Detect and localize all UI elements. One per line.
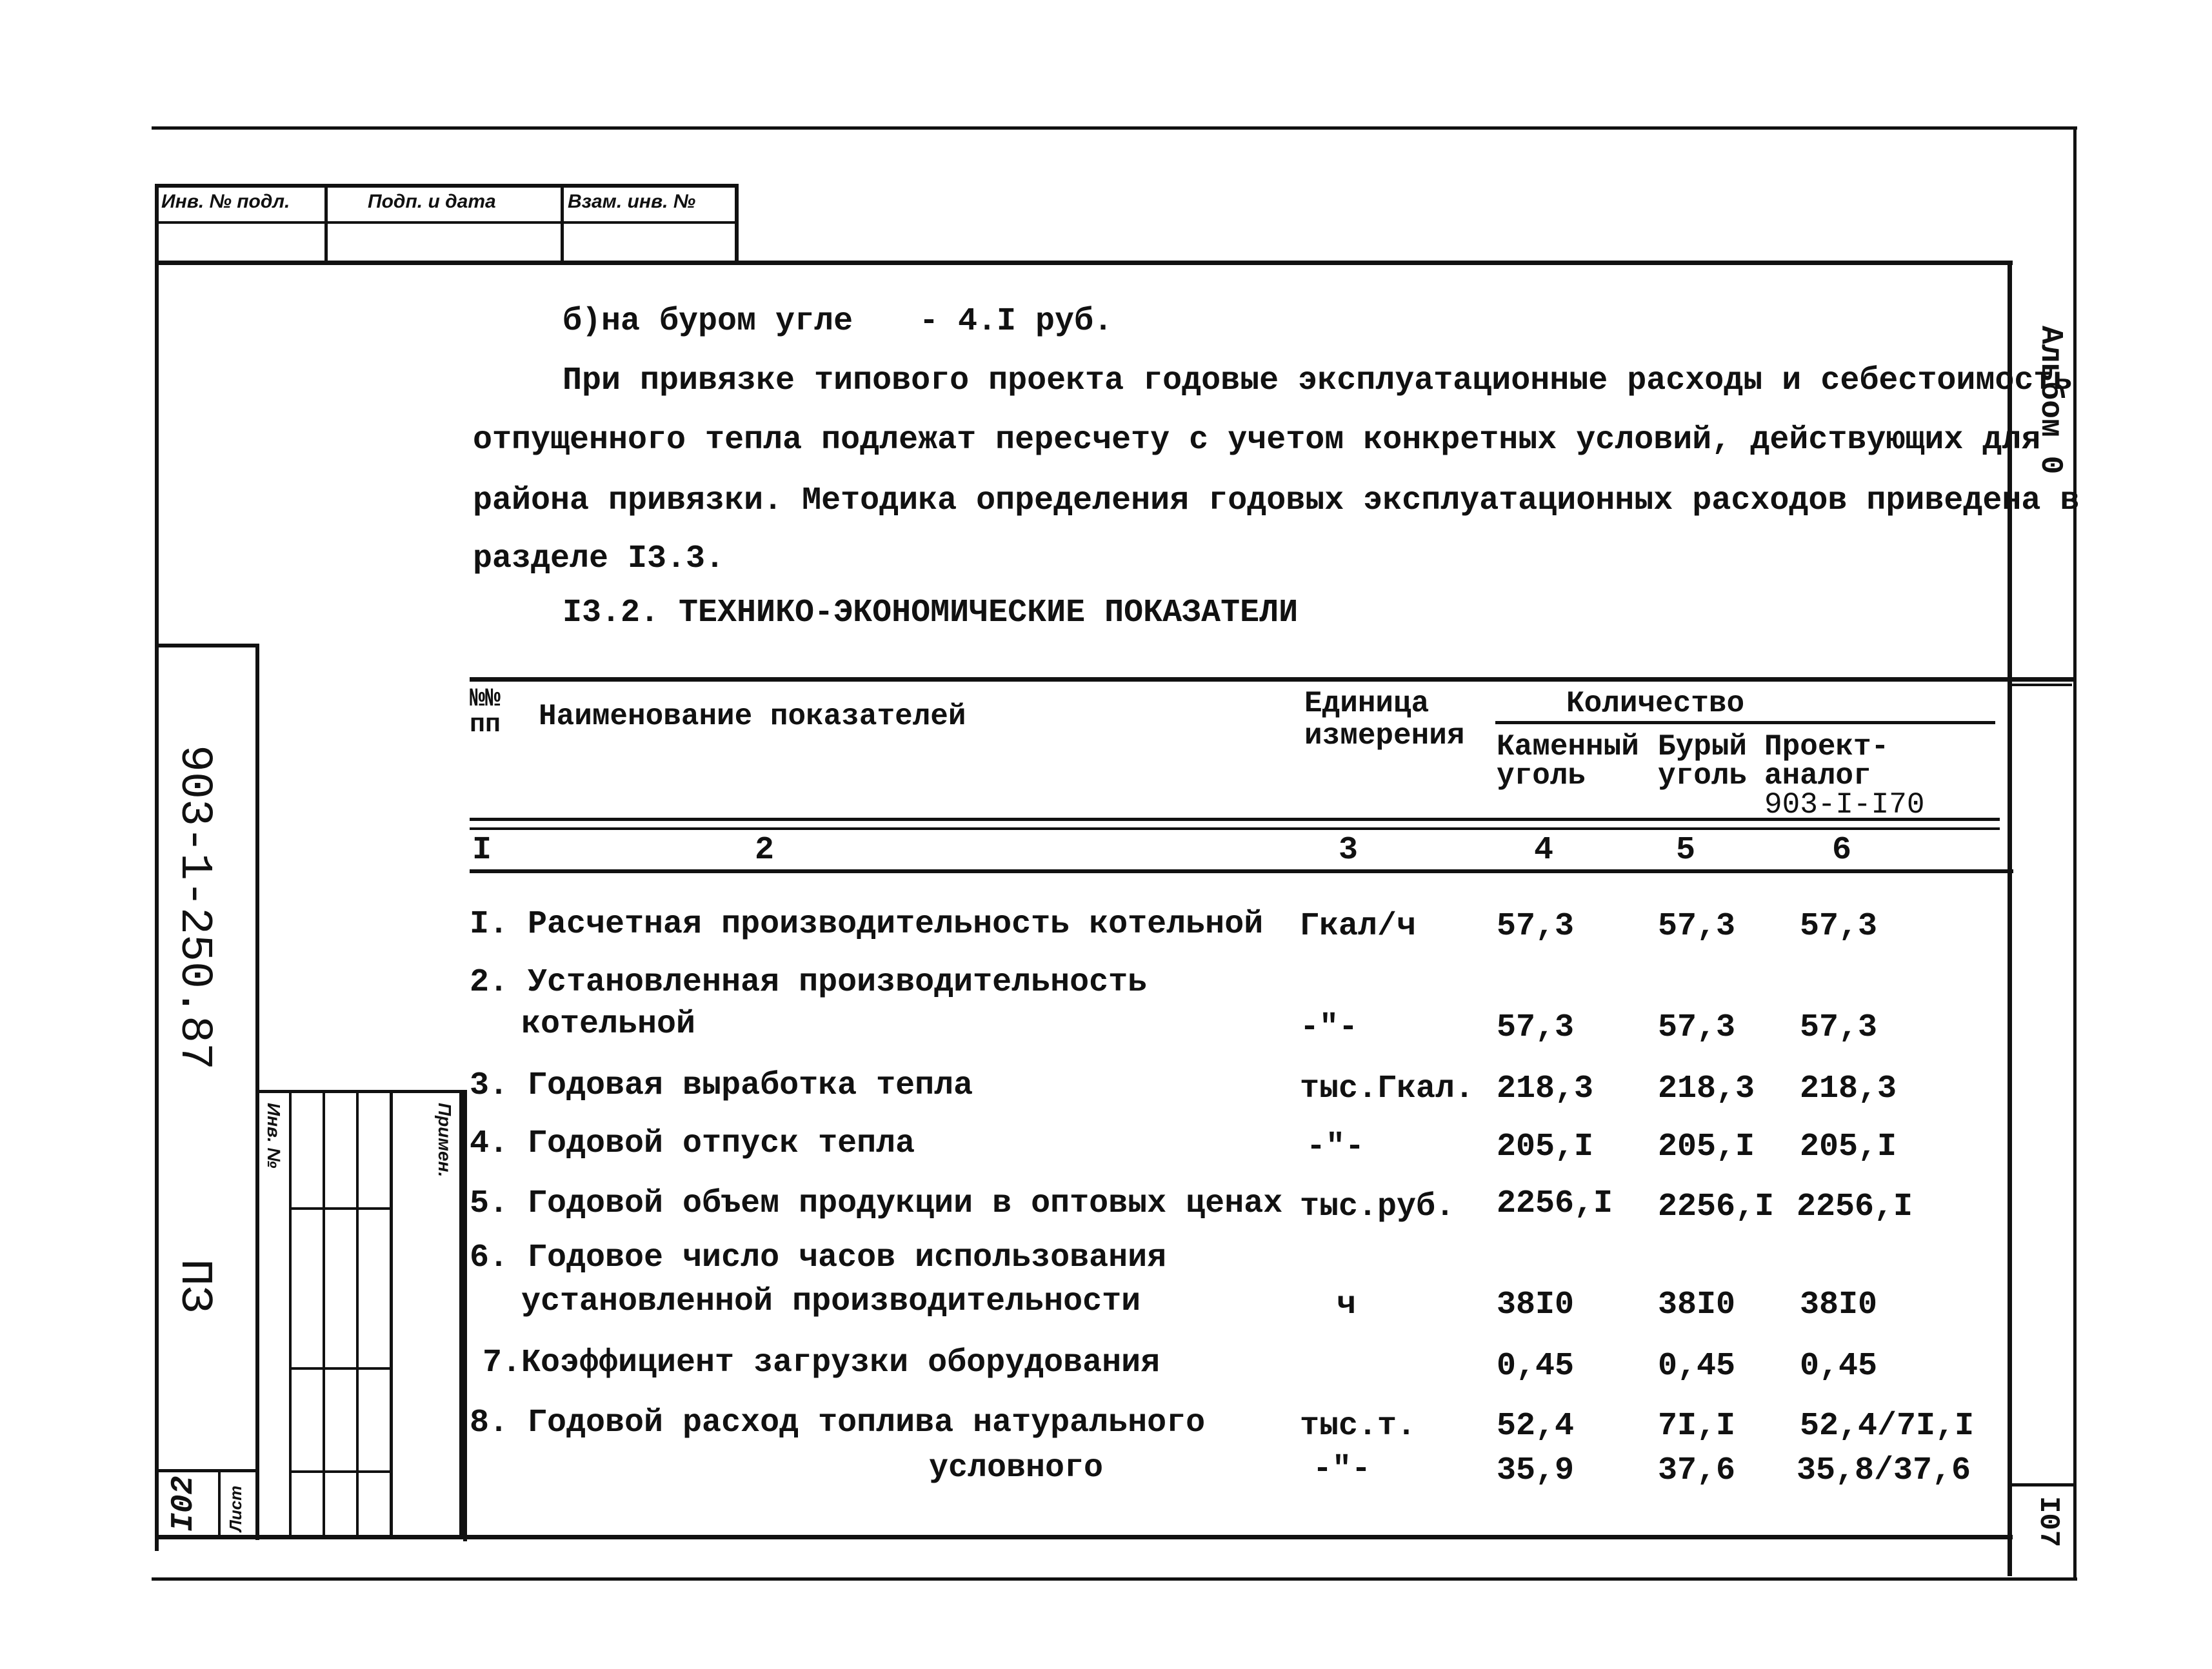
- row3-v5: 218,3: [1658, 1071, 1755, 1107]
- main-left-border: [155, 184, 159, 1551]
- row8-name: 8. Годовой расход топлива натурального: [470, 1405, 1206, 1441]
- intro-paragraph-line1: При привязке типового проекта годовые эксплуатационные расходы и себестоимость: [563, 362, 2073, 399]
- row3-v4: 218,3: [1497, 1071, 1594, 1107]
- row8-v5: 7I,I: [1658, 1408, 1736, 1445]
- grid-h-3: [289, 1470, 392, 1473]
- row4-v6: 205,I: [1800, 1129, 1897, 1165]
- row4-name: 4. Годовой отпуск тепла: [470, 1125, 915, 1162]
- hdr-c5-l2: уголь: [1658, 759, 1748, 793]
- list-label: Лист: [226, 1485, 245, 1532]
- album-label: Альбом 0: [2033, 326, 2068, 475]
- row7-v5: 0,45: [1658, 1348, 1736, 1385]
- hdr-qty: Количество: [1566, 687, 1745, 720]
- row5-v6: 2256,I: [1797, 1189, 1913, 1225]
- stamp-v2: [324, 184, 328, 264]
- intro-paragraph-line3: района привязки. Методика определения годовых эксплуатационных расходов приведена в: [473, 482, 2080, 519]
- side-list-v: [218, 1469, 221, 1537]
- hdr-c6-l3: 903-I-I70: [1764, 788, 1925, 822]
- colnum-5: 5: [1676, 832, 1696, 869]
- table-top-line: [470, 677, 2076, 682]
- row6-name-l1: 6. Годовое число часов использования: [470, 1239, 1167, 1276]
- outer-right-line: [2073, 126, 2077, 1581]
- stamp-top-border: [155, 184, 739, 188]
- colnum-4: 4: [1534, 832, 1554, 869]
- qty-underline: [1495, 721, 1995, 724]
- grid-top-primen: [390, 1090, 462, 1093]
- inv-no-label: Инв. №: [264, 1103, 284, 1169]
- header-bottom-line-2: [470, 827, 2000, 830]
- table-left-line: [463, 1090, 467, 1541]
- row9-unit: -"-: [1313, 1451, 1371, 1488]
- row8-unit: тыс.т.: [1300, 1408, 1417, 1445]
- stamp-v4: [735, 184, 739, 264]
- outer-top-line: [152, 126, 2077, 130]
- hdr-c4-l1: Каменный: [1497, 730, 1639, 764]
- row6-unit: ч: [1337, 1287, 1357, 1323]
- row1-v6: 57,3: [1800, 908, 1878, 945]
- row9-v6: 35,8/37,6: [1797, 1452, 1971, 1489]
- colnum-2: 2: [755, 832, 775, 869]
- hdr-unit-l1: Единица: [1304, 687, 1430, 720]
- intro-paragraph-line4: разделе I3.3.: [473, 540, 725, 577]
- row6-v4: 38I0: [1497, 1287, 1575, 1323]
- row5-v4: 2256,I: [1497, 1185, 1613, 1222]
- row1-v4: 57,3: [1497, 908, 1575, 945]
- doc-code: 903-1-250.87: [168, 745, 219, 1071]
- album-tick: [2008, 684, 2072, 686]
- colnum-3: 3: [1339, 832, 1359, 869]
- row3-unit: тыс.Гкал.: [1300, 1071, 1475, 1107]
- main-top-border: [155, 261, 2013, 265]
- list-number: I02: [166, 1476, 201, 1532]
- row2-unit: -"-: [1300, 1009, 1359, 1046]
- hdr-c6-l1: Проект-: [1764, 730, 1889, 764]
- hdr-name: Наименование показателей: [539, 700, 966, 733]
- row2-v4: 57,3: [1497, 1009, 1575, 1046]
- main-bottom-border: [155, 1535, 2013, 1539]
- side-block-top: [155, 644, 259, 647]
- hdr-c5-l1: Бурый: [1658, 730, 1748, 764]
- hdr-c6-l2: аналог: [1764, 759, 1871, 793]
- hdr-num: №№ пп: [470, 685, 501, 740]
- stamp-v3: [561, 184, 564, 264]
- sheet-page-number: I07: [2032, 1496, 2064, 1548]
- row5-name: 5. Годовой объем продукции в оптовых ценах: [470, 1185, 1283, 1222]
- row6-v5: 38I0: [1658, 1287, 1736, 1323]
- row5-v5: 2256,I: [1658, 1189, 1775, 1225]
- row3-v6: 218,3: [1800, 1071, 1897, 1107]
- row1-name: I. Расчетная производительность котельной: [470, 906, 1264, 943]
- row6-v6: 38I0: [1800, 1287, 1878, 1323]
- hdr-unit-l2: измерения: [1304, 719, 1465, 753]
- outer-bottom-line: [152, 1577, 2077, 1581]
- stamp-podp-data: Подп. и дата: [368, 191, 496, 212]
- row7-v6: 0,45: [1800, 1348, 1878, 1385]
- stamp-inv-podl: Инв. № подл.: [161, 191, 290, 212]
- row7-name: 7.Коэффициент загрузки оборудования: [483, 1345, 1161, 1381]
- row1-unit: Гкал/ч: [1300, 908, 1417, 945]
- intro-line1-label: б)на буром угле: [563, 303, 853, 340]
- row4-v5: 205,I: [1658, 1129, 1755, 1165]
- stamp-vzam-inv: Взам. инв. №: [568, 191, 696, 212]
- row6-name-l2: установленной производительности: [521, 1283, 1141, 1320]
- grid-h-2: [289, 1367, 392, 1370]
- grid-h-1: [289, 1207, 392, 1210]
- row4-unit: -"-: [1306, 1129, 1365, 1165]
- section-heading: I3.2. ТЕХНИКО-ЭКОНОМИЧЕСКИЕ ПОКАЗАТЕЛИ: [563, 595, 1299, 631]
- row9-v4: 35,9: [1497, 1452, 1575, 1489]
- intro-paragraph-line2: отпущенного тепла подлежат пересчету с учетом конкретных условий, действующих для: [473, 422, 2041, 459]
- colnum-bottom-line: [470, 869, 2013, 873]
- row2-name-l1: 2. Установленная производительность: [470, 964, 1148, 1001]
- page-box-top: [2008, 1483, 2077, 1486]
- row5-unit: тыс.руб.: [1300, 1189, 1455, 1225]
- row2-v6: 57,3: [1800, 1009, 1878, 1046]
- row2-name-l2: котельной: [521, 1006, 696, 1043]
- intro-line1-value: - 4.I руб.: [919, 303, 1113, 340]
- section-code: ПЗ: [168, 1259, 219, 1314]
- row7-v4: 0,45: [1497, 1348, 1575, 1385]
- row8-v6: 52,4/7I,I: [1800, 1408, 1975, 1445]
- row9-v5: 37,6: [1658, 1452, 1736, 1489]
- row8-v4: 52,4: [1497, 1408, 1575, 1445]
- row2-v5: 57,3: [1658, 1009, 1736, 1046]
- colnum-1: I: [472, 832, 492, 869]
- primen-label: Примен.: [435, 1103, 455, 1178]
- row1-v5: 57,3: [1658, 908, 1736, 945]
- row9-name: условного: [929, 1450, 1104, 1486]
- stamp-mid-border: [155, 221, 739, 224]
- row4-v4: 205,I: [1497, 1129, 1594, 1165]
- row3-name: 3. Годовая выработка тепла: [470, 1067, 973, 1104]
- hdr-c4-l2: уголь: [1497, 759, 1586, 793]
- side-block-bottom-div: [155, 1469, 258, 1472]
- colnum-6: 6: [1832, 832, 1852, 869]
